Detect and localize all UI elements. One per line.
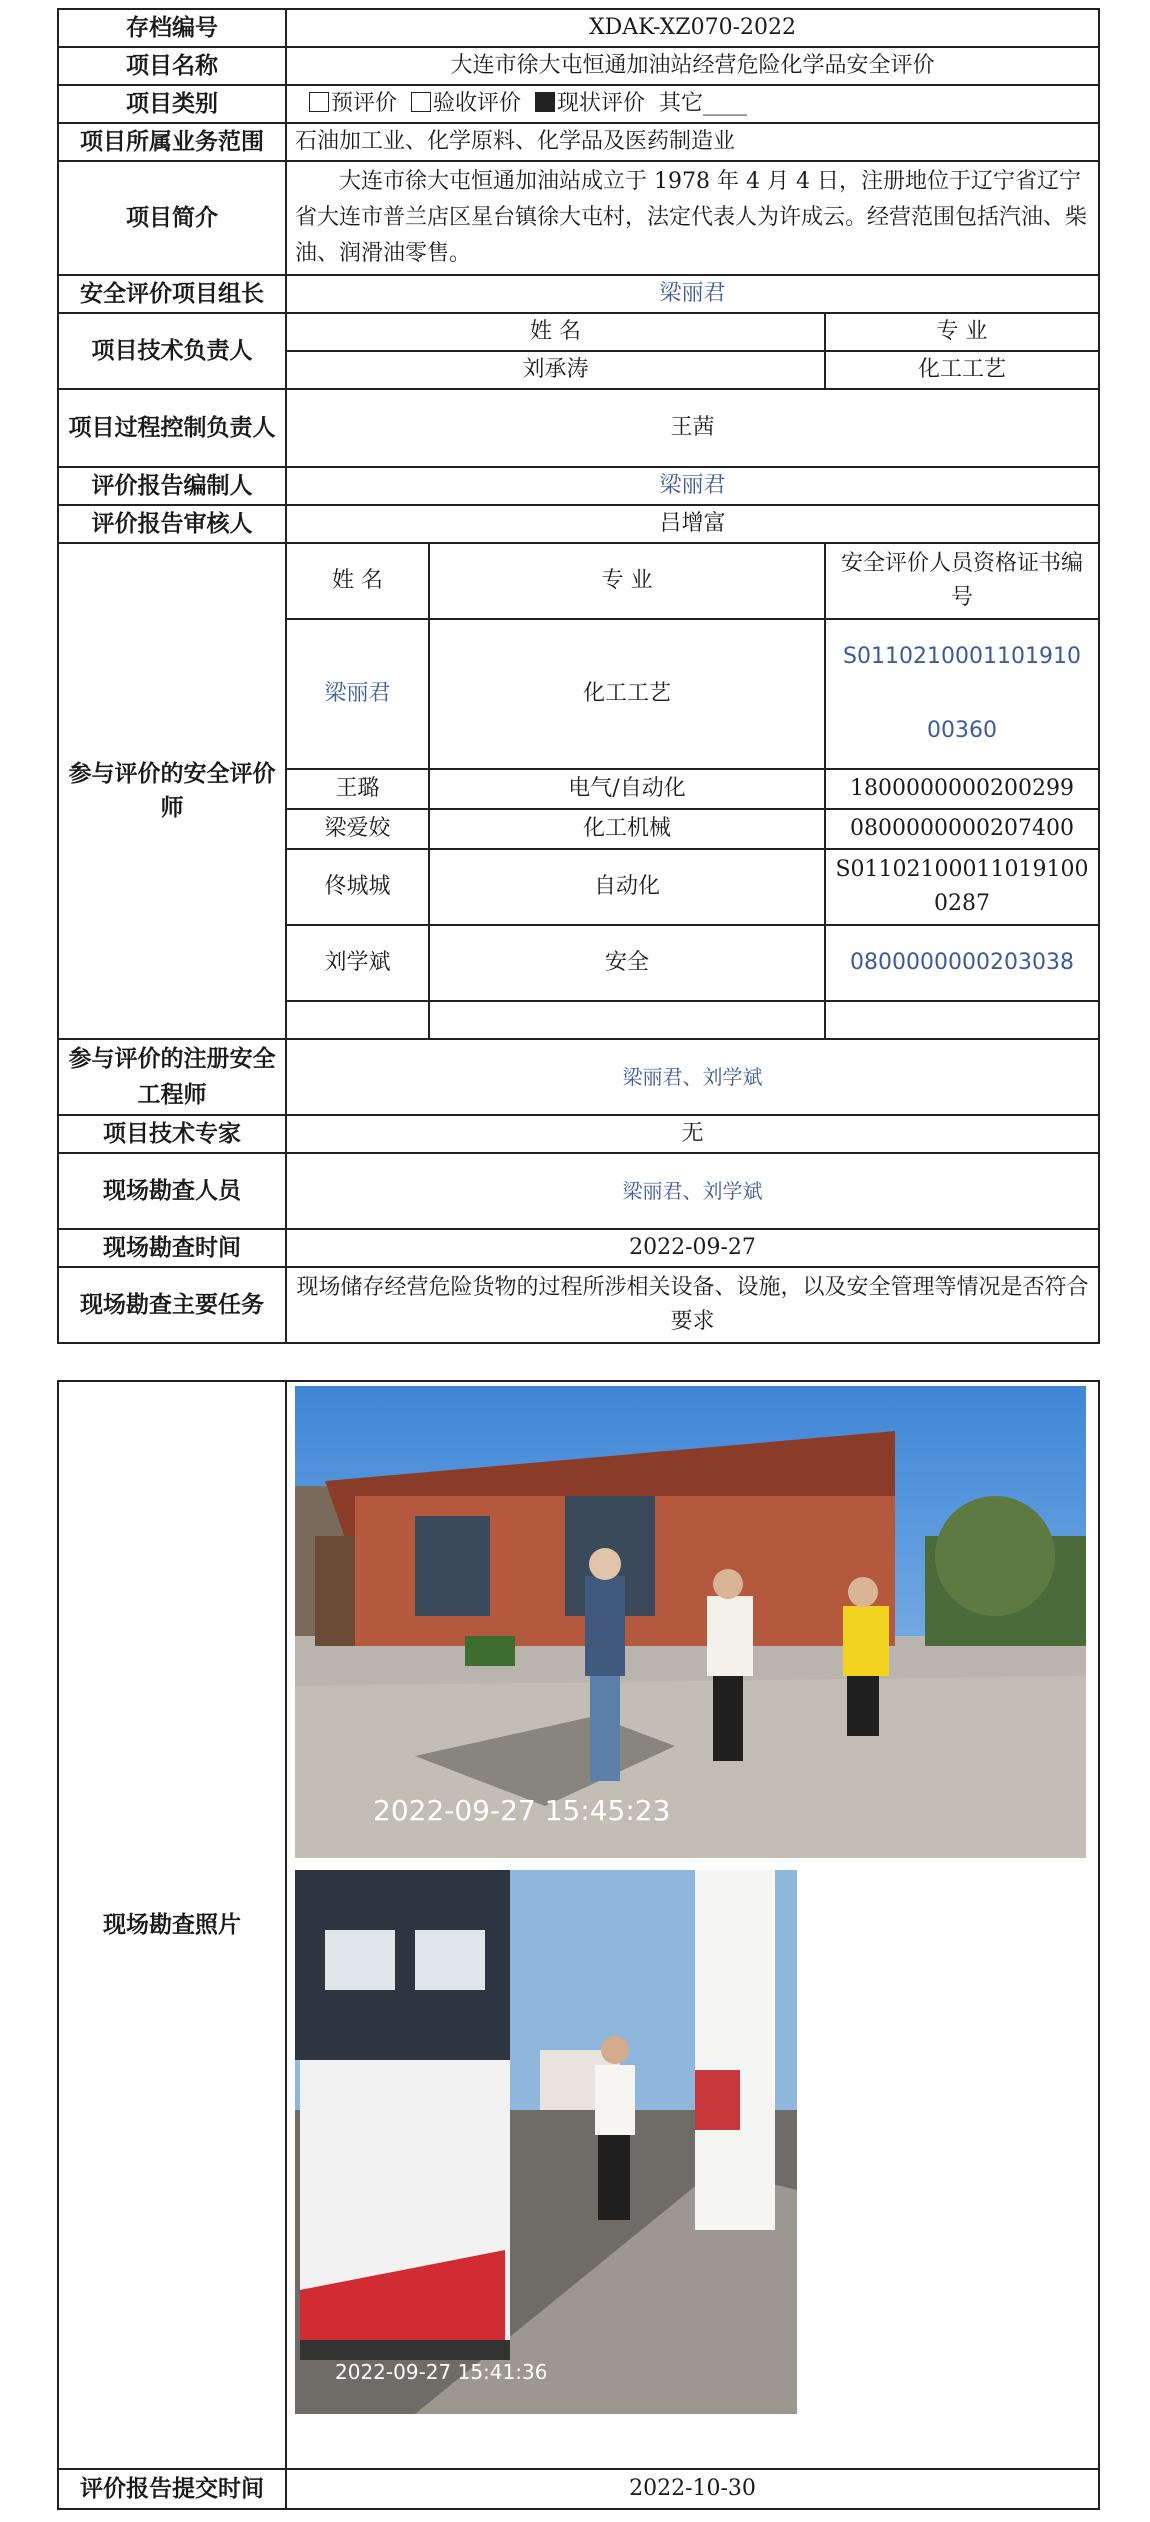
photos-label: 现场勘查照片 bbox=[58, 1381, 286, 2469]
intro-value: 大连市徐大屯恒通加油站成立于 1978 年 4 月 4 日，注册地位于辽宁省辽宁省大连市普兰店区星台镇徐大屯村，法定代表人为许成云。经营范围包括汽油、柴油、润滑油零售。 bbox=[286, 161, 1099, 275]
info-table bbox=[57, 8, 1100, 1344]
team-leader-value: 梁丽君 bbox=[286, 275, 1099, 313]
photo-timestamp: 2022-09-27 15:41:36 bbox=[335, 2360, 548, 2384]
site-task-value: 现场储存经营危险货物的过程所涉相关设备、设施，以及安全管理等情况是否符合要求 bbox=[286, 1267, 1099, 1343]
site-time-value: 2022-09-27 bbox=[286, 1229, 1099, 1267]
option-pre-eval: 预评价 bbox=[309, 91, 397, 116]
tech-lead-label: 项目技术负责人 bbox=[58, 313, 286, 389]
project-name-label: 项目名称 bbox=[58, 47, 286, 85]
evaluator-name: 梁丽君 bbox=[286, 619, 429, 769]
project-type-label: 项目类别 bbox=[58, 85, 286, 123]
tech-expert-label: 项目技术专家 bbox=[58, 1115, 286, 1153]
evaluator-cert: S011021000110191000287 bbox=[825, 849, 1099, 925]
evaluator-major: 安全 bbox=[429, 925, 825, 1001]
option-current-eval: 现状评价 bbox=[535, 91, 645, 116]
team-leader-label: 安全评价项目组长 bbox=[58, 275, 286, 313]
site-task-label: 现场勘查主要任务 bbox=[58, 1267, 286, 1343]
tech-lead-major: 化工工艺 bbox=[825, 351, 1099, 389]
evaluator-cert: S011021000110191000360 bbox=[825, 619, 1099, 769]
submit-value: 2022-10-30 bbox=[286, 2469, 1099, 2509]
site-staff-label: 现场勘查人员 bbox=[58, 1153, 286, 1229]
evaluator-name: 刘学斌 bbox=[286, 925, 429, 1001]
project-type-options bbox=[286, 85, 1099, 123]
author-value: 梁丽君 bbox=[286, 467, 1099, 505]
site-photo-dispenser bbox=[295, 1870, 797, 2414]
evaluators-header-major: 专 业 bbox=[429, 543, 825, 619]
evaluator-major: 自动化 bbox=[429, 849, 825, 925]
safety-engineers-label: 参与评价的注册安全工程师 bbox=[58, 1039, 286, 1115]
safety-engineers-value: 梁丽君、刘学斌 bbox=[286, 1039, 1099, 1115]
archive-label: 存档编号 bbox=[58, 9, 286, 47]
tech-lead-col-major: 专 业 bbox=[825, 313, 1099, 351]
evaluators-label: 参与评价的安全评价师 bbox=[58, 543, 286, 1039]
evaluator-major: 电气/自动化 bbox=[429, 769, 825, 809]
evaluator-major: 化工机械 bbox=[429, 809, 825, 849]
option-acceptance-eval: 验收评价 bbox=[411, 91, 521, 116]
process-lead-value: 王茜 bbox=[286, 389, 1099, 467]
intro-label: 项目简介 bbox=[58, 161, 286, 275]
evaluator-name: 佟城城 bbox=[286, 849, 429, 925]
site-photo-building bbox=[295, 1386, 1086, 1858]
evaluator-major: 化工工艺 bbox=[429, 619, 825, 769]
evaluators-header-cert: 安全评价人员资格证书编号 bbox=[825, 543, 1099, 619]
author-label: 评价报告编制人 bbox=[58, 467, 286, 505]
submit-label: 评价报告提交时间 bbox=[58, 2469, 286, 2509]
reviewer-value: 吕增富 bbox=[286, 505, 1099, 543]
reviewer-label: 评价报告审核人 bbox=[58, 505, 286, 543]
checkbox-checked-icon bbox=[535, 92, 555, 112]
evaluator-cert: 0800000000203038 bbox=[825, 925, 1099, 1001]
site-time-label: 现场勘查时间 bbox=[58, 1229, 286, 1267]
option-other: 其它____ bbox=[659, 91, 748, 116]
photo-timestamp: 2022-09-27 15:45:23 bbox=[373, 1794, 671, 1827]
project-name-value: 大连市徐大屯恒通加油站经营危险化学品安全评价 bbox=[286, 47, 1099, 85]
evaluator-cert: 0800000000207400 bbox=[825, 809, 1099, 849]
tech-expert-value: 无 bbox=[286, 1115, 1099, 1153]
process-lead-label: 项目过程控制负责人 bbox=[58, 389, 286, 467]
site-photo-dispenser-image bbox=[295, 1870, 797, 2414]
evaluator-cert: 1800000000200299 bbox=[825, 769, 1099, 809]
business-scope-label: 项目所属业务范围 bbox=[58, 123, 286, 161]
tech-lead-col-name: 姓 名 bbox=[286, 313, 825, 351]
checkbox-icon bbox=[309, 92, 329, 112]
site-photo-building-image bbox=[295, 1386, 1086, 1858]
checkbox-icon bbox=[411, 92, 431, 112]
evaluators-header-name: 姓 名 bbox=[286, 543, 429, 619]
tech-lead-name: 刘承涛 bbox=[286, 351, 825, 389]
evaluator-name: 梁爱姣 bbox=[286, 809, 429, 849]
site-staff-value: 梁丽君、刘学斌 bbox=[286, 1153, 1099, 1229]
evaluator-name: 王璐 bbox=[286, 769, 429, 809]
business-scope-value: 石油加工业、化学原料、化学品及医药制造业 bbox=[286, 123, 1099, 161]
archive-value: XDAK-XZ070-2022 bbox=[286, 9, 1099, 47]
